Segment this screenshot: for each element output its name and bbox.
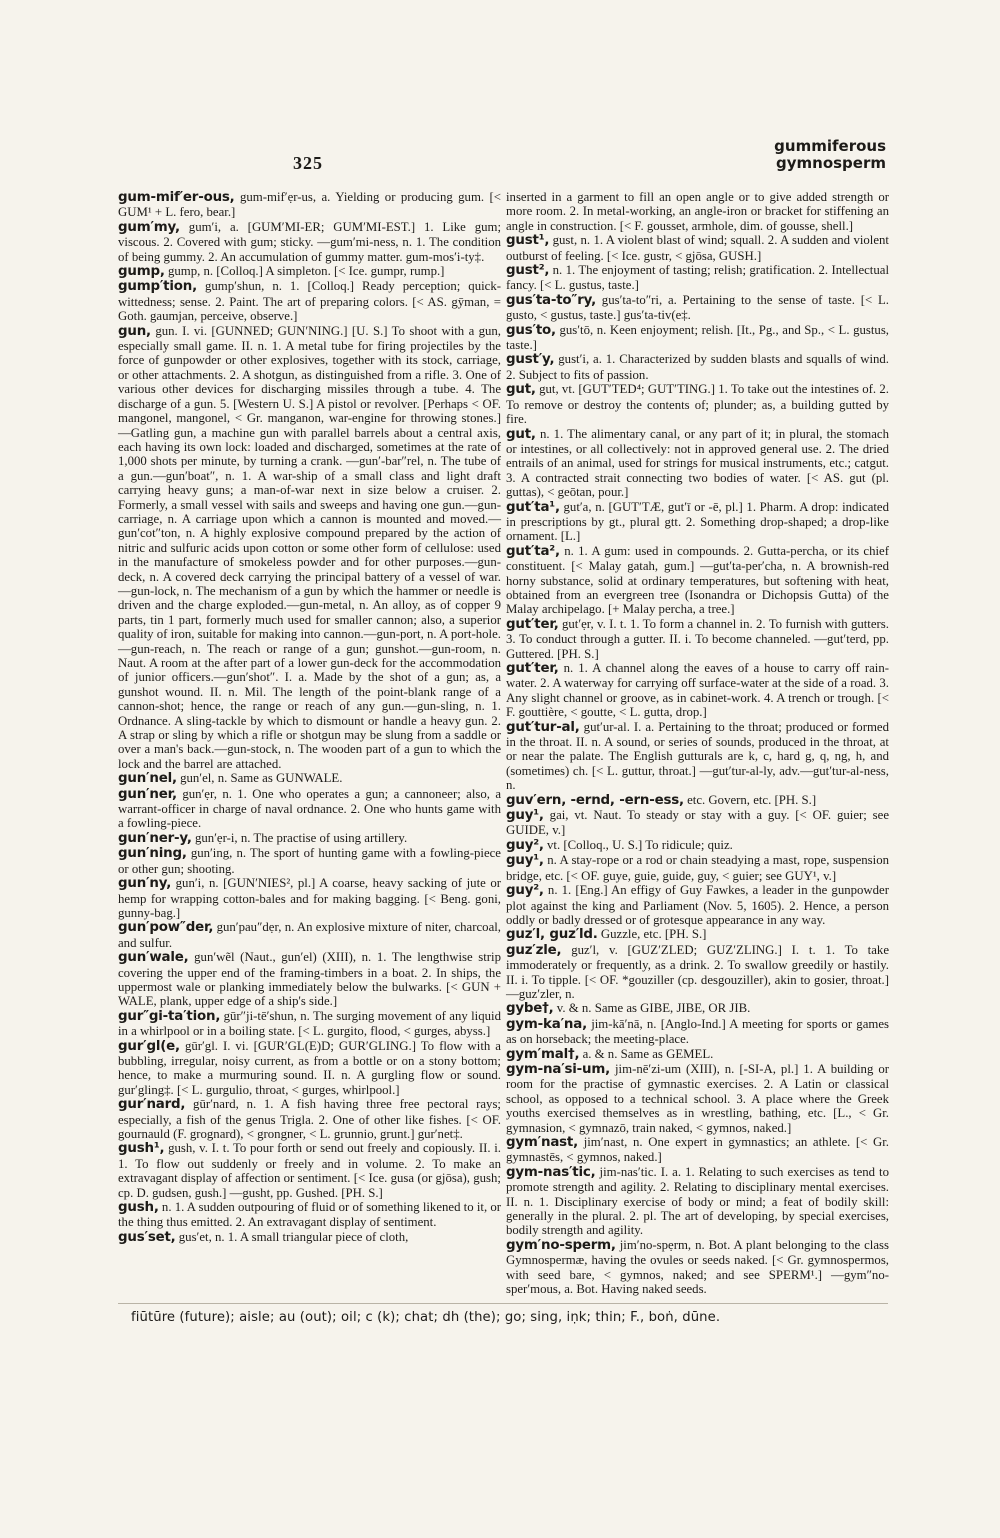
pronunciation-key: fiūtūre (future); aisle; au (out); oil; c (k); chat; dh (the); go; sing, iṇk; thin; F., boṅ, dūne. <box>131 1310 721 1325</box>
right-column <box>506 190 889 1296</box>
entry-headword: gym′no-sperm, <box>506 1237 616 1253</box>
entry-definition: gum-mif′ẹr-us, a. Yielding or producing gum. [< GUM¹ + L. fero, bear.] <box>118 190 502 220</box>
entry-definition: gut′ẹr, v. I. t. 1. To form a channel in. 2. To furnish with gutters. 3. To conduct through a gutter. II. i. To become channeled. —gut′terd, pp. Guttered. [PH. S.] <box>506 616 889 661</box>
dictionary-entry <box>118 190 501 220</box>
entry-headword: gut′ta², <box>506 543 560 559</box>
entry-headword: gybe†, <box>506 1001 554 1017</box>
dictionary-entry <box>118 264 501 279</box>
dictionary-entry <box>506 1135 889 1165</box>
dictionary-entry <box>506 853 889 883</box>
dictionary-entry <box>118 787 501 831</box>
dictionary-entry <box>506 1001 889 1016</box>
entry-headword: guv′ern, -ernd, -ern-ess, <box>506 792 684 808</box>
dictionary-entry <box>506 190 889 233</box>
entry-headword: guy¹, <box>506 853 544 869</box>
entry-headword: gut′tur-al, <box>506 719 580 735</box>
entry-headword: guy², <box>506 883 544 899</box>
entry-headword: gus′set, <box>118 1229 176 1245</box>
entry-definition: gun′ẹr, n. 1. One who operates a gun; a cannoneer; also, a warrant-officer in charge of naval ordnance. 2. One who hunts game with a fowling-piece. <box>118 786 502 831</box>
entry-definition: n. 1. The enjoyment of tasting; relish; gratification. 2. Intellectual fancy. [< L. gustus, taste.] <box>506 263 889 293</box>
entry-headword: guz′l, guz′ld. <box>506 927 598 943</box>
dictionary-entry <box>118 831 501 846</box>
entry-definition: jim-kā′nā, n. [Anglo-Ind.] A meeting for sports or games as on horseback; the meeting-place. <box>506 1016 889 1047</box>
entry-definition: jim′nast, n. One expert in gymnastics; an athlete. [< Gr. gymnastēs, < gymnos, naked.] <box>506 1135 890 1165</box>
dictionary-entry <box>118 1039 501 1098</box>
entry-headword: gush¹, <box>118 1141 165 1157</box>
dictionary-entry <box>506 1047 889 1062</box>
dictionary-entry <box>506 1238 889 1297</box>
entry-definition: gust, n. 1. A violent blast of wind; squall. 2. A sudden and violent outburst of feeling. [< Ice. gustr, < gjōsa, GUSH.] <box>506 233 889 263</box>
entry-definition: Guzzle, etc. [PH. S.] <box>600 927 707 942</box>
dictionary-entry <box>118 1200 501 1230</box>
dictionary-entry <box>506 263 889 293</box>
entry-headword: gus′to, <box>506 322 556 338</box>
guide-words <box>706 138 886 172</box>
dictionary-entry <box>506 323 889 353</box>
entry-definition: gūr′nard, n. 1. A fish having three free pectoral rays; especially, a fish of the genus Trigla. 2. One of other like fishes. [< OF. gournauld (F. grognard), < grongner, < L. grunnio, grunt.] gur′net‡. <box>118 1097 501 1141</box>
dictionary-entry <box>118 324 501 772</box>
entry-headword: gym-na′si-um, <box>506 1061 611 1077</box>
entry-definition: inserted in a garment to fill an open angle or to give added strength or more room. 2. In metal-working, an angle-iron or bracket for stiffening an angle in construction. [< F. gousset, armhole, dim. of gousse, shell.] <box>506 190 889 233</box>
dictionary-entry <box>506 617 889 661</box>
entry-headword: gym-ka′na, <box>506 1016 587 1032</box>
entry-definition: jim-nas′tic. I. a. 1. Relating to such exercises as tend to promote strength and agility. 2. Relating to disciplinary mental exercises. II. n. 1. Disciplinary exercise of body or mind; a feat of bodily skill: generally in the plural. 2. pl. The art of developing, by special exercises, bodily strength and agility. <box>506 1164 889 1238</box>
entry-definition: gum′i, a. [GUM′MI-ER; GUM′MI-EST.] 1. Like gum; viscous. 2. Covered with gum; sticky. —gum′mi-ness, n. 1. The condition of being gummy. 2. An accumulation of gummy matter. gum-mos′i-ty‡. <box>118 219 501 264</box>
entry-definition: n. 1. [Eng.] An effigy of Guy Fawkes, a leader in the gunpowder plot against the king and Parliament (Nov. 5, 1605). 2. Hence, a person oddly or badly dressed or of grotesque appearance in any way. <box>506 883 889 927</box>
entry-definition: n. A stay-rope or a rod or chain steadying a mast, rope, suspension bridge, etc. [< OF. guye, guie, guide, guy, < guier; see GUY¹, v.] <box>506 853 889 883</box>
entry-headword: gush, <box>118 1200 159 1216</box>
entry-definition: gut′a, n. [GUT′TÆ, gut′ī or -ē, pl.] 1. Pharm. A drop: indicated in prescriptions by gt., plural gtt. 2. Something drop-shaped; a drop-like ornament. [L.] <box>506 499 890 544</box>
entry-headword: gym′nast, <box>506 1135 579 1150</box>
entry-headword: gun′ner-y, <box>118 830 192 846</box>
entry-headword: gust¹, <box>506 233 550 249</box>
dictionary-entry <box>118 1009 501 1039</box>
dictionary-entry <box>118 1230 501 1245</box>
dictionary-entry <box>506 1062 889 1135</box>
entry-definition: gush, v. I. t. To pour forth or send out freely and copiously. II. i. 1. To flow out suddenly or freely and in volume. 2. To make an extravagant display of affection or sentiment. [< Ice. gusa (or gjōsa), gush; cp. D. gudsen, gush.] —gusht, pp. Gushed. [PH. S.] <box>118 1141 501 1200</box>
entry-definition: gun′ing, n. The sport of hunting game with a fowling-piece or other gun; shooting. <box>118 846 501 876</box>
dictionary-entry <box>118 846 501 876</box>
entry-definition: vt. [Colloq., U. S.] To ridicule; quiz. <box>547 837 733 852</box>
dictionary-entry <box>506 427 889 500</box>
entry-definition: guz′l, v. [GUZ′ZLED; GUZ′ZLING.] I. t. 1. To take immoderately or frequently, as a drink. 2. To swallow greedily or hastily. II. i. To tipple. [< OF. *gouziller (cp. desgouziller), akin to gosier, throat.] —guz′zler, n. <box>506 942 889 1001</box>
entry-headword: guy², <box>506 837 544 853</box>
left-column <box>118 190 501 1245</box>
dictionary-entry <box>506 1017 889 1047</box>
entry-definition: gut, vt. [GUT′TED⁴; GUT′TING.] 1. To take out the intestines of. 2. To remove or destroy the contents of; plunder; as, a building gutted by fire. <box>506 382 889 427</box>
dictionary-entry <box>118 1141 501 1200</box>
dictionary-entry <box>506 352 889 382</box>
dictionary-entry <box>118 876 501 920</box>
entry-headword: gump′tion, <box>118 279 197 295</box>
page-number: 325 <box>293 153 323 173</box>
entry-definition: gump′shun, n. 1. [Colloq.] Ready perception; quick-wittedness; sense. 2. Paint. The art of preparing colors. [< AS. gȳman, = Goth. gaumjan, perceive, observe.] <box>118 279 501 324</box>
entry-headword: gus′ta-to″ry, <box>506 292 596 308</box>
entry-headword: gun′wale, <box>118 950 189 966</box>
entry-headword: guy¹, <box>506 808 544 824</box>
guide-word-last: gymnosperm <box>776 154 886 172</box>
dictionary-entry <box>506 500 889 544</box>
dictionary-entry <box>118 279 501 323</box>
entry-definition: gust′i, a. 1. Characterized by sudden blasts and squalls of wind. 2. Subject to fits of passion. <box>506 352 890 382</box>
entry-definition: gun′i, n. [GUN′NIES², pl.] A coarse, heavy sacking of jute or hemp for wrapping cotton-bales and for making bagging. [< Beng. goni, gunny-bag.] <box>118 876 502 920</box>
entry-headword: gust′y, <box>506 352 555 368</box>
footer-rule <box>118 1303 888 1304</box>
entry-headword: gun′ning, <box>118 846 187 862</box>
entry-definition: n. 1. A gum: used in compounds. 2. Gutta-percha, or its chief constituent. [< Malay gatah, gum.] —gut′ta-per′cha, n. A brownish-red horny substance, solid at ordinary temperatures, but softening with heat, obtained from an evergreen tree (Isonandra or Dichopsis Gutta) of the Malay archipelago. [+ Malay percha, a tree.] <box>506 543 889 617</box>
entry-definition: gun. I. vi. [GUNNED; GUN′NING.] [U. S.] To shoot with a gun, especially small game. II. n. 1. A metal tube for firing projectiles by the force of gunpowder or other explosives, together with its stock, carriage, or other attachments. 2. A shotgun, as distinguished from a rifle. 3. One of various other devices for discharging missiles through a tube. 4. The discharge of a gun. 5. [Western U. S.] A pistol or revolver. [Perhaps < OF. mangonel, mangonel, < Gr. manganon, war-engine for throwing stones.] —Gatling gun, a machine gun with parallel barrels about a central axis, each having its own lock: loaded and discharged, sometimes at the rate of 1,000 shots per minute, by turning a crank. —gun′-bar″rel, n. The tube of a gun.—gun′boat″, n. 1. A war-ship of a small class and light draft carrying heavy guns; a man-of-war next in size below a cruiser. 2. Formerly, a small vessel with sails and sweeps and having one gun.—gun-carriage, n. A carriage upon which a cannon is mounted and moved.—gun′cot″ton, n. A highly explosive compound prepared by the action of nitric and sulfuric acids upon cotton or some other form of cellulose: used in the manufacture of smokeless powder and for other purposes.—gun-deck, n. A covered deck carrying the principal battery of a vessel of war.—gun-lock, n. The mechanism of a gun by which the hammer or needle is driven and the charge exploded.—gun-metal, n. An alloy, as of copper 9 parts, tin 1 part, formerly much used for smaller cannon; also, a superior quality of iron, suitable for making into cannon.—gun-port, n. A port-hole.—gun-reach, n. The reach or range of a gun; gunshot.—gun-room, n. Naut. A room at the after part of a lower gun-deck for the accommodation of junior officers.—gun′shot″. I. a. Made by the shot of a gun; as, a gunshot wound. II. n. Mil. The length of the point-blank range of a cannon-shot; hence, the range or reach of any gun.—gun-sling, n. 1. Ordnance. A sling-tackle by which to dismount or handle a heavy gun. 2. A strap or sling by which a rifle or shotgun may be slung from a saddle or over a man's back.—gun-stock, n. The wooden part of a gun to which the lock and the barrel are attached. <box>118 323 501 771</box>
entry-definition: etc. Govern, etc. [PH. S.] <box>687 792 817 807</box>
dictionary-entry <box>506 838 889 853</box>
entry-headword: gun′pow″der, <box>118 920 214 936</box>
entry-headword: gun, <box>118 323 151 339</box>
entry-headword: gun′ny, <box>118 876 172 892</box>
entry-definition: gus′et, n. 1. A small triangular piece of cloth, <box>178 1229 409 1244</box>
dictionary-entry <box>506 720 889 793</box>
dictionary-entry <box>506 544 889 617</box>
entry-definition: gut′ur-al. I. a. Pertaining to the throat; produced or formed in the throat. II. n. A sound, or series of sounds, produced in the throat, at or near the palate. The English gutturals are k, c, hard g, q, ng, h, and (sometimes) ch. [< L. guttur, throat.] —gut′tur-al-ly, adv.—gut′tur-al-ness, n. <box>506 719 890 793</box>
entry-headword: gum′my, <box>118 219 180 235</box>
guide-word-first: gummiferous <box>774 137 886 155</box>
entry-headword: gut′ta¹, <box>506 499 560 515</box>
entry-definition: n. 1. A channel along the eaves of a house to carry off rain-water. 2. A waterway for carrying off surface-water at the side of a road. 3. Any slight channel or groove, as in cabinet-work. 4. A trench or trough. [< F. gouttière, < goutte, < L. gutta, drop.] <box>506 661 889 720</box>
entry-definition: gūr′gl. I. vi. [GUR′GL(E)D; GUR′GLING.] To flow with a bubbling, irregular, noisy current, as from a bottle or on a stony bottom; hence, to make a murmuring sound. II. n. A gurgling flow or sound. gur′gling‡. [< L. gurgulio, throat, < gurges, whirlpool.] <box>118 1038 501 1097</box>
entry-headword: gut′ter, <box>506 661 559 676</box>
entry-headword: gump, <box>118 264 165 280</box>
entry-headword: gun′nel, <box>118 771 177 787</box>
dictionary-entry <box>118 920 501 950</box>
entry-headword: gur′nard, <box>118 1097 186 1113</box>
entry-definition: jim-nē′zi-um (XIII), n. [-SI-A, pl.] 1. A building or room for the practise of gymnastic exercises. 2. A Latin or classical school, as opposed to a technical school. 3. A place where the Greek youths exercised themselves as in wrestling, bathing, etc. [L., < Gr. gymnasion, < gymnazō, train naked, < gymnos, naked.] <box>506 1061 889 1135</box>
entry-definition: gump, n. [Colloq.] A simpleton. [< Ice. gumpr, rump.] <box>167 264 445 279</box>
dictionary-entry <box>118 950 501 1009</box>
entry-definition: gun′pau″dẹr, n. An explosive mixture of niter, charcoal, and sulfur. <box>118 920 502 950</box>
dictionary-entry <box>506 293 889 323</box>
dictionary-entry <box>118 771 501 786</box>
entry-definition: gun′ẹr-i, n. The practise of using artillery. <box>194 830 408 845</box>
dictionary-entry <box>506 943 889 1002</box>
dictionary-entry <box>506 1165 889 1238</box>
entry-definition: n. 1. The alimentary canal, or any part of it; in plural, the stomach or intestines, or all collectively: not in approved general use. 2. The dried entrails of an animal, used for strings for musical instruments, etc.; catgut. 3. A contracted strait connecting two bodies of water. [< AS. gut (pl. guttas), < geōtan, pour.] <box>506 426 890 500</box>
entry-headword: gym-nas′tic, <box>506 1164 596 1180</box>
dictionary-entry <box>506 927 889 942</box>
dictionary-entry <box>118 220 501 264</box>
entry-headword: gum-mif′er-ous, <box>118 190 235 205</box>
dictionary-entry <box>506 661 889 720</box>
entry-definition: gus′ta-to″ri, a. Pertaining to the sense of taste. [< L. gusto, < gustus, taste.] gus′ta-tiv(e‡. <box>506 292 889 323</box>
entry-definition: v. & n. Same as GIBE, JIBE, OR JIB. <box>556 1001 751 1016</box>
dictionary-entry <box>118 1097 501 1141</box>
entry-headword: gym′mal†, <box>506 1046 580 1062</box>
entry-headword: gur′gl(e, <box>118 1038 180 1054</box>
entry-headword: gust², <box>506 263 550 279</box>
entry-headword: gut′ter, <box>506 616 559 632</box>
entry-headword: gun′ner, <box>118 786 177 802</box>
dictionary-entry <box>506 793 889 808</box>
entry-definition: gus′tō, n. Keen enjoyment; relish. [It., Pg., and Sp., < L. gustus, taste.] <box>506 322 889 353</box>
dictionary-entry <box>506 808 889 838</box>
entry-definition: gūr″ji-tē′shun, n. The surging movement of any liquid in a whirlpool or in a boiling state. [< L. gurgito, flood, < gurges, abyss.] <box>118 1008 501 1039</box>
entry-definition: n. 1. A sudden outpouring of fluid or of something likened to it, or the thing thus emitted. 2. An extravagant display of sentiment. <box>118 1200 502 1230</box>
entry-definition: gai, vt. Naut. To steady or stay with a guy. [< OF. guier; see GUIDE, v.] <box>506 808 890 838</box>
entry-definition: jim′no-spẹrm, n. Bot. A plant belonging to the class Gymnospermæ, having the ovules or seeds naked. [< Gr. gymnospermos, with seed bare, < gymnos, naked; and see SPERM¹.] —gym″no-sper′mous, a. Bot. Having naked seeds. <box>506 1237 890 1297</box>
dictionary-entry <box>506 382 889 426</box>
entry-definition: gun′wẽl (Naut., gun′el) (XIII), n. 1. The lengthwise strip covering the upper end of the framing-timbers in a boat. 2. In ships, the uppermost wale or planking immediately below the bulwarks. [< GUN + WALE, plank, upper edge of a ship's side.] <box>118 950 501 1009</box>
entry-definition: a. & n. Same as GEMEL. <box>582 1046 714 1061</box>
entry-definition: gun′el, n. Same as GUNWALE. <box>180 771 343 786</box>
entry-headword: gut, <box>506 382 536 398</box>
entry-headword: gur″gi-ta′tion, <box>118 1008 221 1024</box>
entry-headword: gut, <box>506 426 536 442</box>
dictionary-entry <box>506 233 889 263</box>
dictionary-entry <box>506 883 889 927</box>
entry-headword: guz′zle, <box>506 942 562 958</box>
